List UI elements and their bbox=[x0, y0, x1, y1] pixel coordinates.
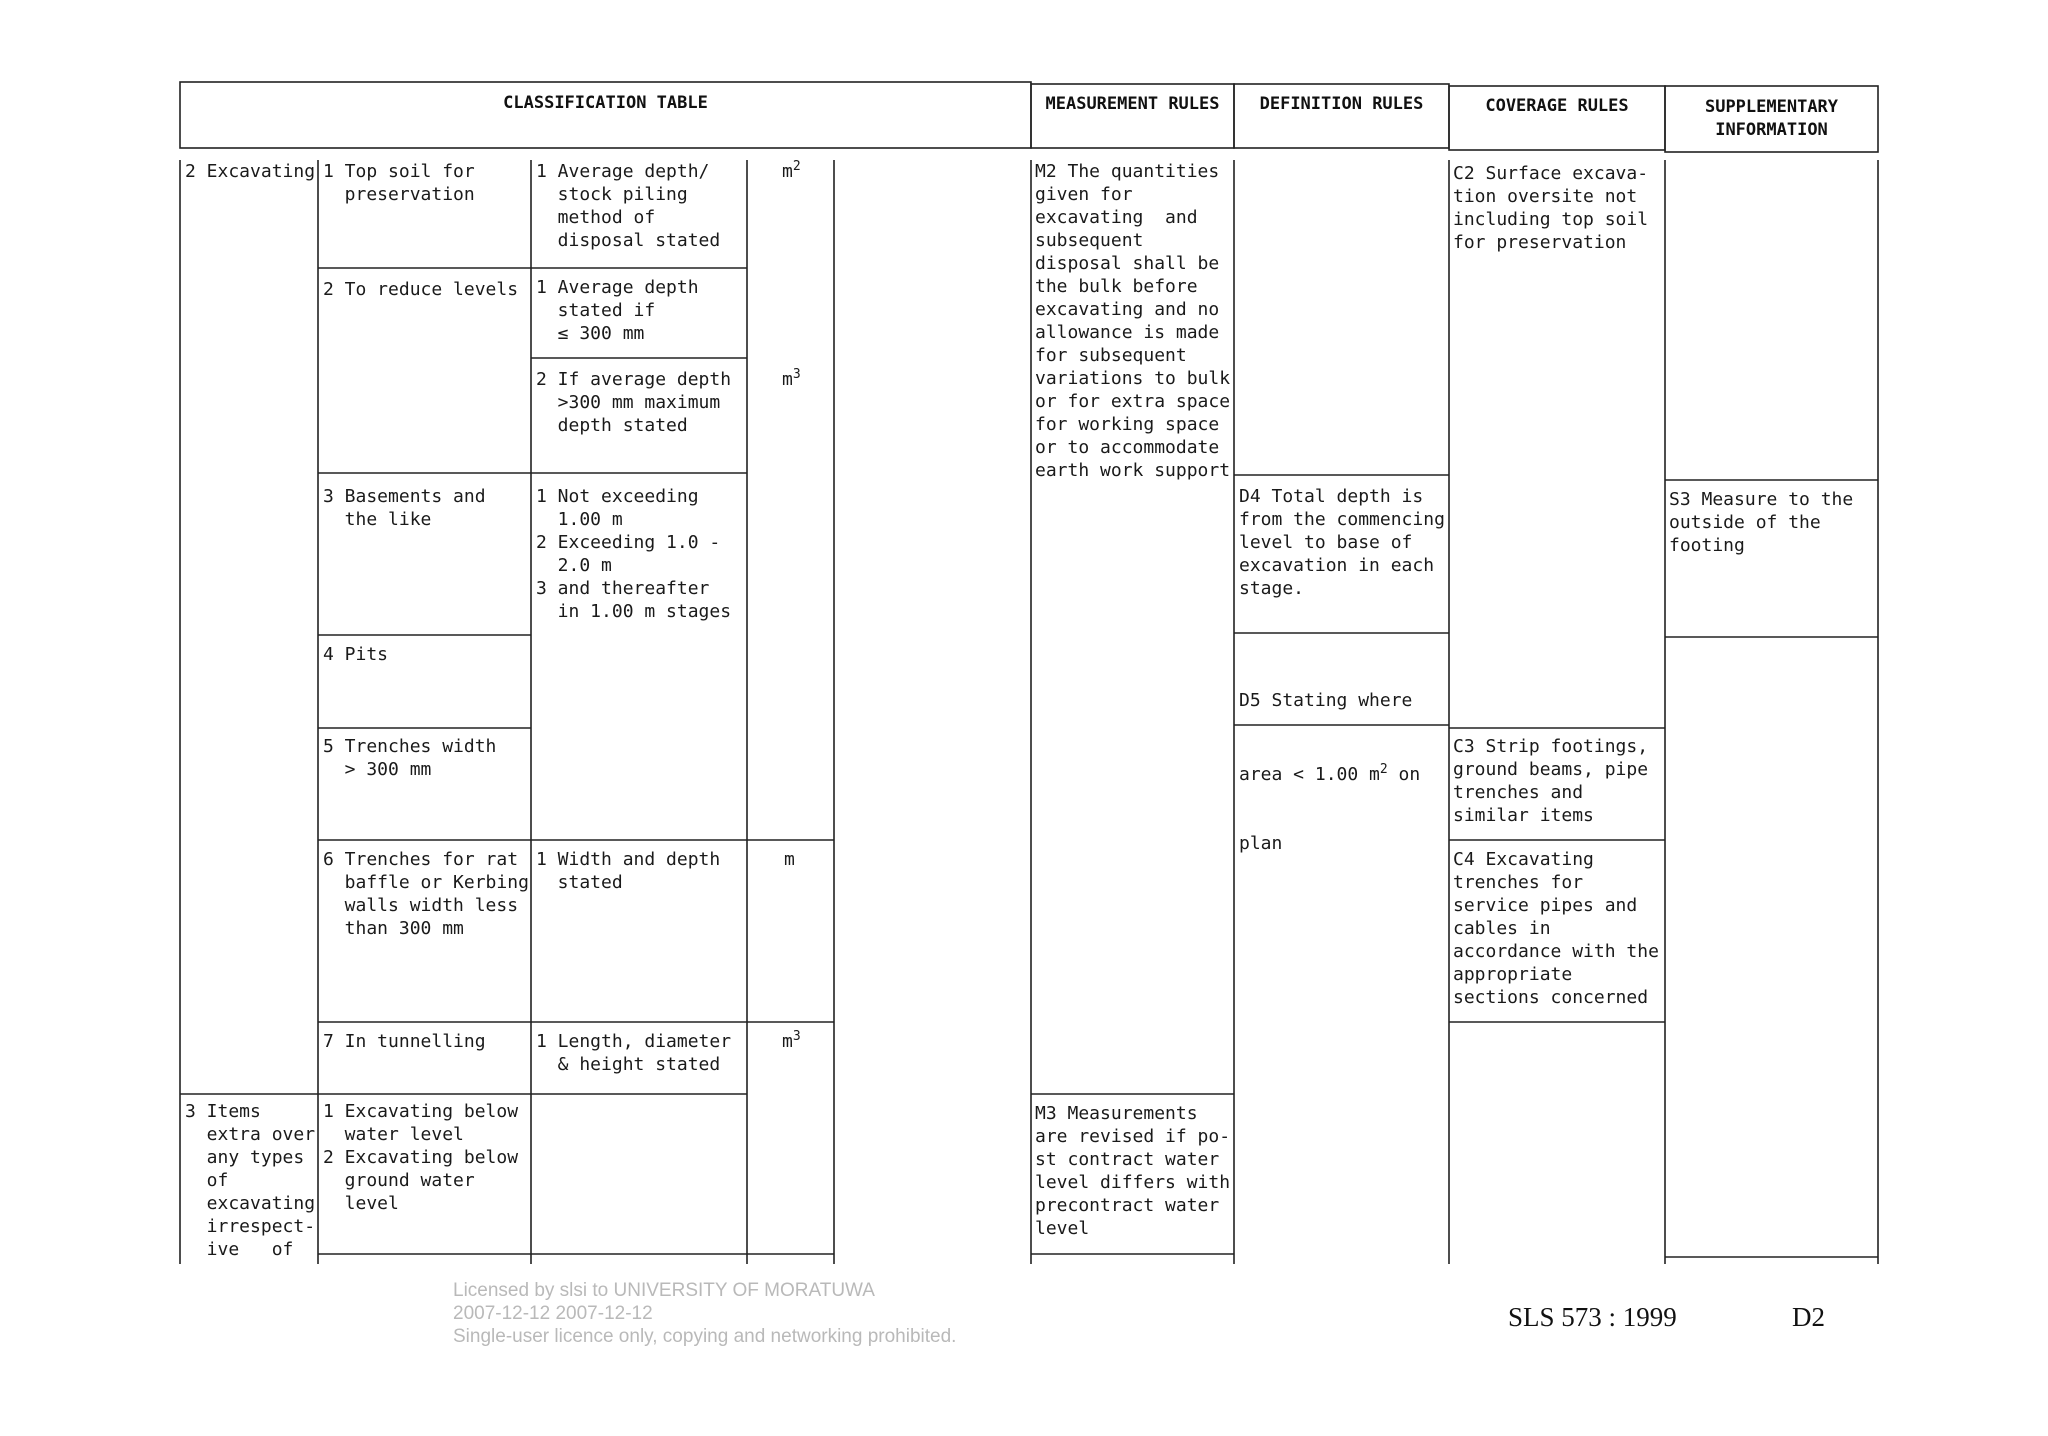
d5-line-2 bbox=[1239, 758, 1420, 786]
unit-base: m bbox=[782, 1031, 793, 1052]
licence-watermark bbox=[453, 1279, 956, 1348]
coverage-rule-c2: C2 Surface excava- tion oversite not including top soil for preservation bbox=[1453, 163, 1649, 253]
unit-exponent: 3 bbox=[792, 367, 801, 382]
standard-number: SLS 573 : 1999 bbox=[1508, 1302, 1677, 1332]
level2-basements: 3 Basements and the like bbox=[323, 486, 486, 530]
definition-rules-header: DEFINITION RULES bbox=[1259, 94, 1424, 114]
level2-tunnelling: 7 In tunnelling bbox=[323, 1031, 486, 1052]
measurement-rule-m3: M3 Measurements are revised if po- st contract water level differs with precontract water level bbox=[1035, 1103, 1231, 1239]
d5-area-text: area < 1.00 m bbox=[1239, 764, 1380, 785]
definition-rule-d5 bbox=[1239, 643, 1420, 901]
d5-line-3: plan bbox=[1239, 833, 1283, 854]
coverage-rule-c4: C4 Excavating trenches for service pipes and cables in accordance with the appropriate sections concerned bbox=[1453, 849, 1659, 1008]
supplementary-information-header bbox=[1665, 96, 1878, 142]
licence-line-3: Single-user licence only, copying and networking prohibited. bbox=[453, 1326, 957, 1347]
level3-basement-stages: 1 Not exceeding 1.00 m 2 Exceeding 1.0 - 2.0 m 3 and thereafter in 1.00 m stages bbox=[536, 486, 732, 622]
level2-trenches-rat-baffle: 6 Trenches for rat baffle or Kerbing walls width less than 300 mm bbox=[323, 849, 529, 939]
level2-below-water: 1 Excavating below water level 2 Excavating below ground water level bbox=[323, 1101, 519, 1214]
level3-average-depth-stockpiling: 1 Average depth/ stock piling method of disposal stated bbox=[536, 161, 721, 251]
level1-items-extra-over: 3 Items extra over any types of excavating irrespect- ive of bbox=[185, 1101, 316, 1260]
unit-base: m bbox=[782, 369, 793, 390]
page-number: D2 bbox=[1792, 1302, 1825, 1332]
level3-width-depth: 1 Width and depth stated bbox=[536, 849, 721, 893]
level3-if-average-depth: 2 If average depth >300 mm maximum depth stated bbox=[536, 369, 732, 436]
unit-exponent: 3 bbox=[792, 1029, 801, 1044]
d5-area-exponent: 2 bbox=[1379, 762, 1388, 777]
unit-base: m bbox=[782, 161, 793, 182]
level3-average-depth-if: 1 Average depth stated if ≤ 300 mm bbox=[536, 277, 699, 344]
d5-line-1: D5 Stating where bbox=[1239, 690, 1413, 711]
supplementary-header-line-2: INFORMATION bbox=[1715, 120, 1828, 140]
measurement-rule-m2: M2 The quantities given for excavating and subsequent disposal shall be the bulk before excavating and no allowance is made for subsequent variations to bulk or for extra space for working space or to accommodate earth work support bbox=[1035, 161, 1231, 481]
d5-on-text: on bbox=[1387, 764, 1421, 785]
coverage-rule-c3: C3 Strip footings, ground beams, pipe trenches and similar items bbox=[1453, 736, 1649, 826]
measurement-rules-header: MEASUREMENT RULES bbox=[1045, 94, 1220, 114]
supplementary-info-s3: S3 Measure to the outside of the footing bbox=[1669, 489, 1854, 556]
unit-cubic-metre-tunnelling bbox=[782, 1030, 801, 1055]
licence-line-1: Licensed by slsi to UNIVERSITY OF MORATUWA bbox=[453, 1280, 875, 1301]
unit-square-metre bbox=[782, 160, 801, 185]
level2-top-soil: 1 Top soil for preservation bbox=[323, 161, 475, 205]
level2-trenches-wide: 5 Trenches width > 300 mm bbox=[323, 736, 497, 780]
level1-excavating: 2 Excavating bbox=[185, 161, 316, 182]
coverage-rules-header: COVERAGE RULES bbox=[1485, 96, 1629, 116]
unit-cubic-metre bbox=[782, 368, 801, 393]
supplementary-header-line-1: SUPPLEMENTARY bbox=[1704, 97, 1839, 117]
licence-line-2: 2007-12-12 2007-12-12 bbox=[453, 1303, 653, 1324]
definition-rule-d4: D4 Total depth is from the commencing level to base of excavation in each stage. bbox=[1239, 486, 1445, 599]
classification-table-header: CLASSIFICATION TABLE bbox=[503, 93, 708, 113]
level2-pits: 4 Pits bbox=[323, 644, 389, 665]
level3-length-diameter: 1 Length, diameter & height stated bbox=[536, 1031, 732, 1075]
unit-exponent: 2 bbox=[792, 159, 801, 174]
level2-reduce-levels: 2 To reduce levels bbox=[323, 279, 519, 300]
unit-metre: m bbox=[784, 849, 795, 870]
